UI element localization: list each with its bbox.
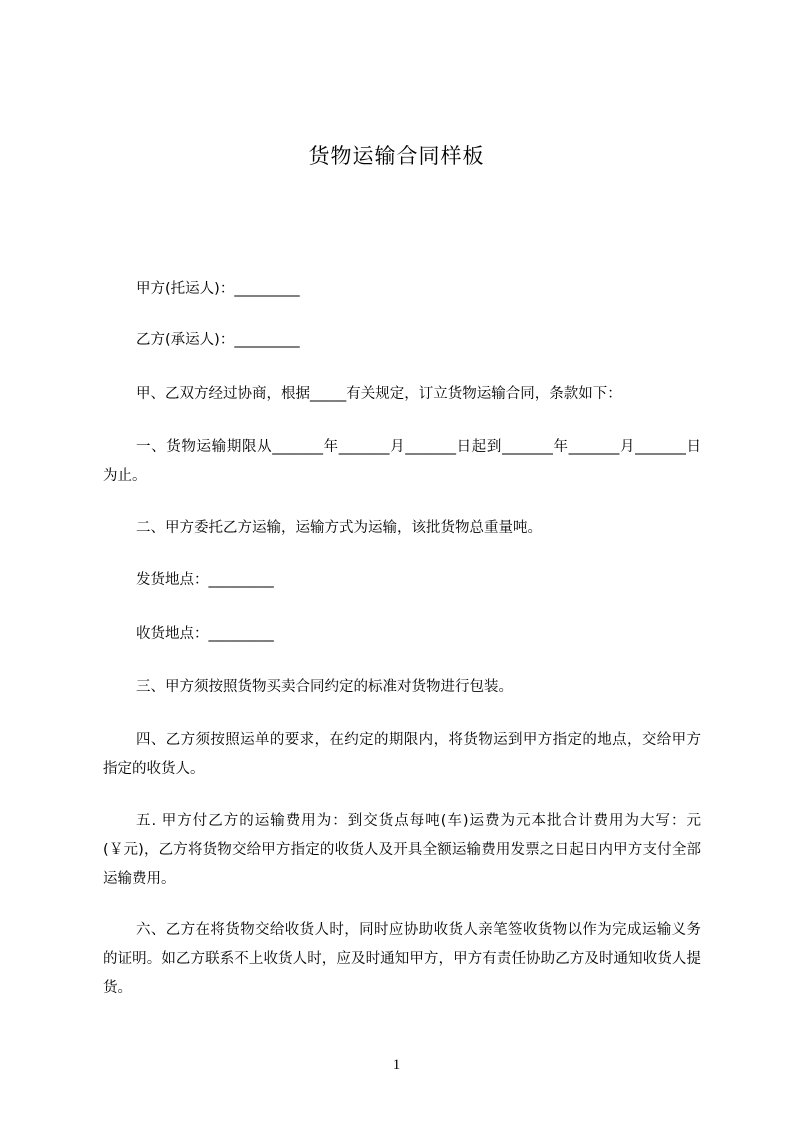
clause-3-paragraph: 三、甲方须按照货物买卖合同约定的标准对货物进行包装。 xyxy=(136,679,513,695)
clause-5-paragraph: 五. 甲方付乙方的运输费用为：到交货点每吨(车)运费为元本批合计费用为大写：元(￥元)，乙方将货物交给甲方指定的收货人及开具全额运输费用发票之日起日内甲方支付全部运输费用。 xyxy=(103,813,701,887)
preamble-paragraph: 甲、乙双方经过协商，根据_____有关规定，订立货物运输合同，条款如下： xyxy=(136,386,622,402)
receiving-location-line: 收货地点：_________ xyxy=(136,626,274,642)
document-title: 货物运输合同样板 xyxy=(308,144,485,168)
shipping-location-line: 发货地点：_________ xyxy=(136,572,274,588)
clause-4-paragraph: 四、乙方须按照运单的要求，在约定的期限内，将货物运到甲方指定的地点，交给甲方指定的收货人。 xyxy=(103,732,701,777)
clause-1-paragraph: 一、货物运输期限从_______年_______月_______日起到_______年_______月_______日为止。 xyxy=(103,439,701,484)
clause-2-paragraph: 二、甲方委托乙方运输，运输方式为运输，该批货物总重量吨。 xyxy=(136,520,542,536)
page-number: 1 xyxy=(392,1057,401,1073)
clause-6-paragraph: 六、乙方在将货物交给收货人时，同时应协助收货人亲笔签收货物以作为完成运输义务的证明。如乙方联系不上收货人时，应及时通知甲方，甲方有责任协助乙方及时通知收货人提货。 xyxy=(103,922,701,996)
party-a-line: 甲方(托运人)：_________ xyxy=(136,281,300,297)
party-b-line: 乙方(承运人)：_________ xyxy=(136,332,300,348)
